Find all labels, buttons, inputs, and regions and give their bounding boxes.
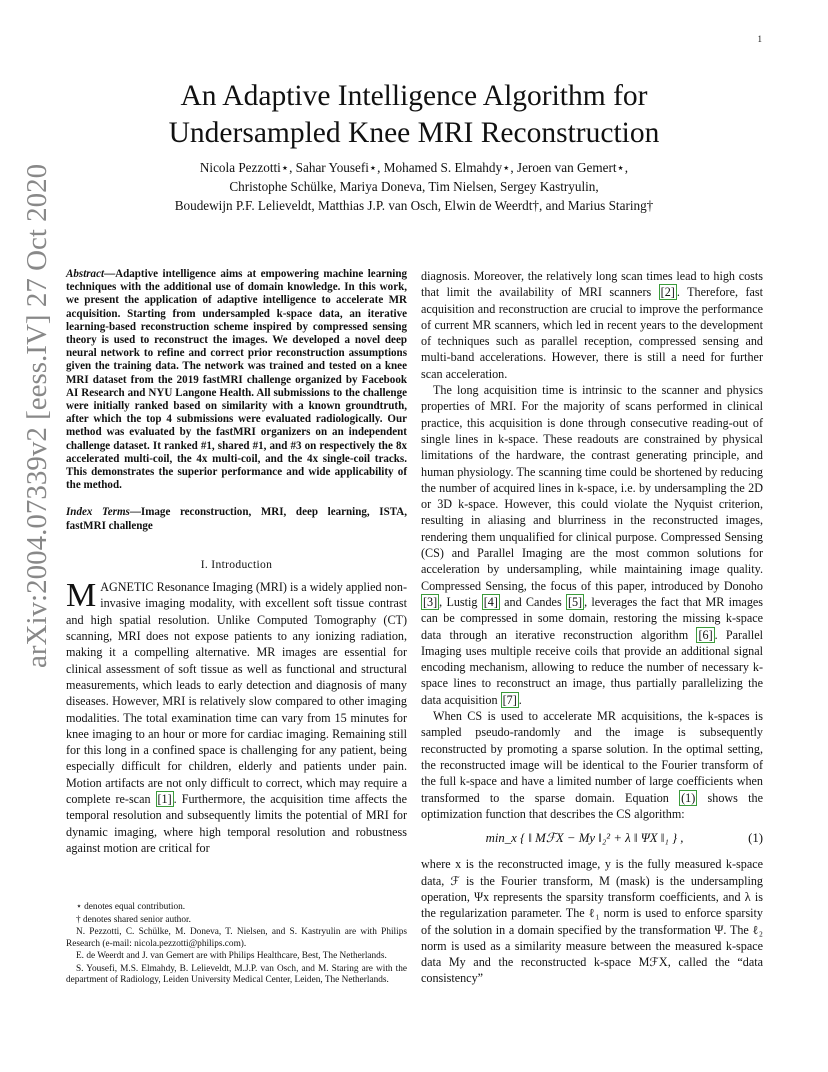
equation-body: min_x { ‖ MℱX − My ‖₂² + λ ‖ ΨX ‖₁ } , [485,831,684,846]
footnote-lumc: S. Yousefi, M.S. Elmahdy, B. Lelieveldt, M.J.P. van Osch, and M. Staring are with the department of Radiology, Leiden University Medical Center, Leiden, The Netherlands. [66,963,407,985]
authors-line-1: Nicola Pezzotti⋆, Sahar Yousefi⋆, Mohamed S. Elmahdy⋆, Jeroen van Gemert⋆, [199,160,629,175]
citation-link[interactable]: [3] [423,594,438,609]
footnote-shared-senior: † denotes shared senior author. [76,914,191,925]
equation-number: (1) [748,831,763,846]
authors-line-2: Christophe Schülke, Mariya Doneva, Tim Nielsen, Sergey Kastryulin, [229,179,599,194]
arxiv-id-text: arXiv:2004.07339v2 [eess.IV] 27 Oct 2020 [21,163,53,668]
citation-link[interactable]: [1] [157,792,172,807]
footnote-philips-healthcare: E. de Weerdt and J. van Gemert are with Philips Healthcare, Best, The Netherlands. [76,951,387,961]
index-terms [66,506,407,532]
citation-link[interactable]: [2] [660,285,675,300]
intro-paragraph-1: MAGNETIC Resonance Imaging (MRI) is a widely applied non-invasive imaging modality, with excellent soft tissue contrast and high spatial resolution. Unlike Computed Tomography (CT) scanning, MRI does not expose patients to any ionizing radiation, making it a compelling alternative. MR images are essential for clinical assessment of soft tissue as well as functional and structural measurements, which leads to early detection and diagnosis of many diseases. However, MRI is relatively slow compared to other imaging modalities. The total examination time can vary from 15 minutes for knee imaging to an hour or more for cardiac imaging. Remaining still for this long in a confined space is challenging for any patient, being especially difficult for children, elderly and patients under pain. Motion artifacts are not only difficult to correct, which may require a complete re-scan [1] . Furthermore, the acquisition time affects the temporal resolution and subsequently limits the potential of MRI for dynamic imaging, where high temporal resolution and robustness against motion are critical for [66,577,407,855]
abstract-text: —Adaptive intelligence aims at empowering machine learning techniques with the additional use of domain knowledge. In this work, we present the application of adaptive intelligence to accelerate MR acquisition. Starting from undersampled k-space data, an iterative learning-based reconstruction scheme inspired by compressed sensing theory is used to reconstruct the images. We developed a novel deep neural network to refine and correct prior reconstruction assumptions given the training data. The network was trained and tested on a knee MRI dataset from the 2019 fastMRI challenge organized by Facebook AI Research and NYU Langone Health. All submissions to the challenge were initially ranked based on similarity with a known groundtruth, after which the top 4 submissions were evaluated radiologically. Our method was evaluated by the fastMRI organizers on an independent challenge dataset. It ranked #1, shared #1, and #3 on respectively the 8x accelerated multi-coil, the 4x multi-coil, and the 4x single-coil tracks. This demonstrates the superior performance and wide applicability of the method. [66,268,407,492]
drop-cap: M [66,577,97,615]
footnotes [66,902,407,988]
arxiv-identifier-stamp [6,163,58,668]
title-line-1: An Adaptive Intelligence Algorithm for [180,80,648,112]
right-paragraph-3: When CS is used to accelerate MR acquisitions, the k-spaces is sampled pseudo-randomly and the image is subsequently reconstructed by promoting a sparse solution. In the optimal setting, the reconstructed image will be identical to the Fourier transform of the full k-space and have a limited number of large coefficients when transformed to the sparse domain. Equation (1) shows the optimization function that describes the CS algorithm: [421,709,763,821]
right-paragraph-1: diagnosis. Moreover, the relatively long scan times lead to high costs that limit the availability of MRI scanners [2] . Therefore, fast acquisition and reconstruction are crucial to improve the performance of current MR scanners, which led in recent years to the development of techniques such as parallel reception, compressed sensing and multi-band accelerations. However, there is still a need for further scan acceleration. [421,269,763,381]
citation-link[interactable]: [6] [698,627,713,642]
author-list [60,158,768,215]
right-paragraph-4: where x is the reconstructed image, y is the fully measured k-space data, ℱ is the Fourier transform, M (mask) is the undersampling operation, Ψx represents the sparsity transform coefficients, and λ is the regularization parameter. The ℓ₁ norm is used to enforce sparsity of the solution in a domain specified by the transformation Ψ. The ℓ₂ norm is used as a similarity measure between the measured k-space data My and the reconstructed k-space MℱX, called the “data consistency” [421,857,763,986]
footnote-equal-contribution: ⋆ denotes equal contribution. [76,902,186,912]
authors-line-3: Boudewijn P.F. Lelieveldt, Matthias J.P. van Osch, Elwin de Weerdt†, and Marius Staring† [174,198,654,213]
page-number: 1 [757,34,762,44]
index-terms-label: Index Terms [66,506,130,519]
equation-reference-link[interactable]: (1) [681,790,696,805]
abstract [66,268,407,492]
section-heading-introduction: I. Introduction [200,557,273,571]
equation-1 [421,830,763,846]
footnote-philips-research: N. Pezzotti, C. Schülke, M. Doneva, T. Nielsen, and S. Kastryulin are with Philips Research (e-mail: nicola.pezzotti@philips.com). [66,927,407,949]
paper-title [0,78,828,152]
citation-link[interactable]: [5] [567,594,583,609]
right-paragraph-2: The long acquisition time is intrinsic to the scanner and physics properties of MRI. For the majority of scans performed in clinical practice, this acquisition is done through consecutive reading-out of single lines in k-space. These readouts are constrained by physical limitations of the hardware, the contrast generating principle, and human physiology. The scanning time could be shortened by reducing the number of acquired lines in k-space, i.e. by undersampling the 2D or 3D k-space. However, this could violate the Nyquist criterion, resulting in aliasing and blurriness in the reconstructed images, rendering them unqualified for clinical purpose. Compressed Sensing (CS) and Parallel Imaging are the most common solutions for acceleration by undersampling, while maintaining image quality. Compressed Sensing, the focus of this paper, introduced by Donoho [3] , Lustig [4] and Candes [5] , leverages the fact that MR images can be compressed in some domain, restoring the missing k-space data through an iterative reconstruction algorithm [6] . Parallel Imaging uses multiple receive coils that provide an additional signal encoding mechanism, allowing to reduce the number of necessary k-space lines to reconstruct an image, thus partially parallelizing the data acquisition [7] . [421,383,764,707]
right-column [421,268,763,987]
abstract-label: Abstract [66,268,105,280]
citation-link[interactable]: [7] [502,692,517,707]
index-terms-text: —Image reconstruction, MRI, deep learning, ISTA, fastMRI challenge [66,506,408,532]
title-line-2: Undersampled Knee MRI Reconstruction [168,117,660,149]
citation-link[interactable]: [4] [483,594,498,609]
left-column [66,268,407,856]
